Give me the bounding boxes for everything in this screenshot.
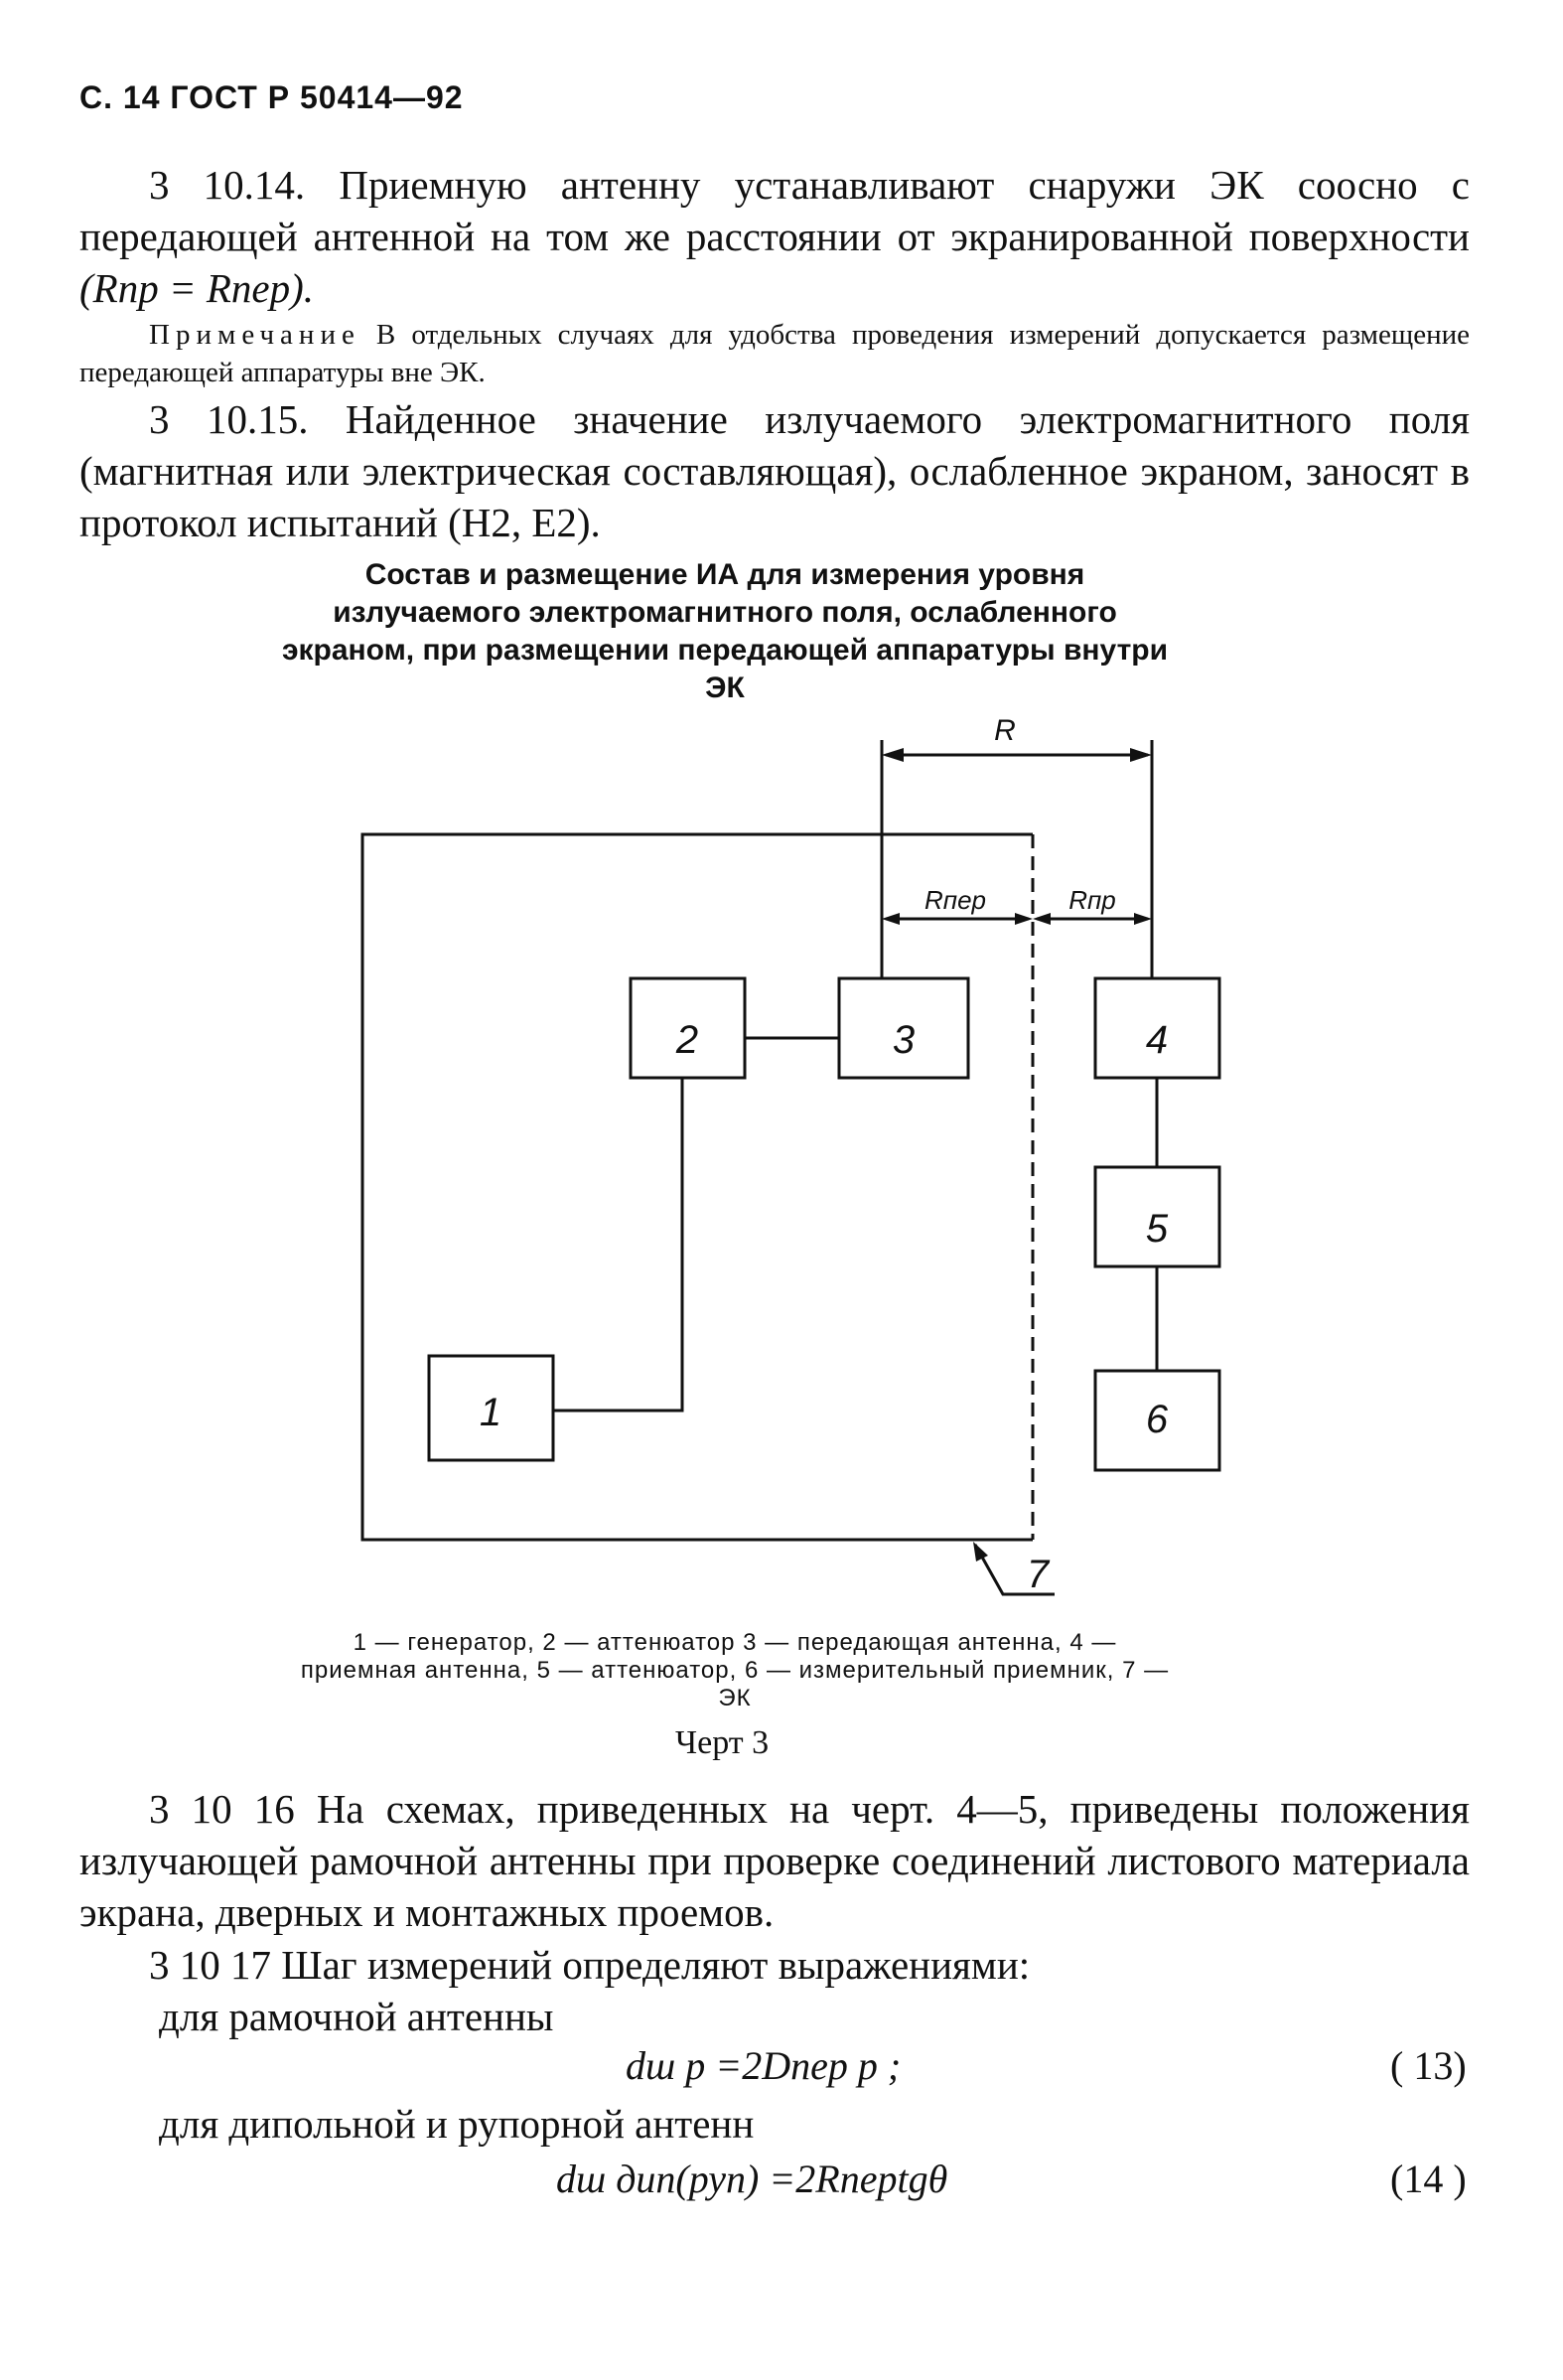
equation-rhs: =2Rперtgθ — [769, 2157, 948, 2201]
label-block-5: 5 — [1145, 1207, 1169, 1251]
enclosure-frame — [362, 834, 1033, 1540]
equation-number-13: ( 13) — [1390, 2043, 1467, 2088]
inline-formula: (Rпр = Rпер). — [79, 265, 315, 311]
arrowhead — [1130, 748, 1152, 762]
arrowhead — [973, 1542, 988, 1562]
paragraph-3-10-15: 3 10.15. Найденное значение излучаемого электромагнитного поля (магнитная или электрическая составляющая), ослабленное экраном, заносят в протокол испытаний (H2, E2). — [79, 396, 1470, 545]
text-frame-antenna: для рамочной антенны — [159, 1994, 554, 2039]
equation-13 — [626, 2042, 901, 2089]
arrowhead — [882, 748, 904, 762]
arrowhead — [1015, 913, 1033, 925]
label-block-1: 1 — [479, 1391, 502, 1434]
text-dipole-antenna: для дипольной и рупорной антенн — [159, 2101, 755, 2147]
label-R: R — [994, 714, 1016, 747]
page-header: С. 14 ГОСТ Р 50414—92 — [79, 79, 464, 115]
label-R-per: Rпер — [924, 885, 987, 915]
note-label: Примечание — [149, 319, 360, 351]
paragraph-3-10-17: 3 10 17 Шаг измерений определяют выражениями: — [149, 1942, 1031, 1988]
label-7: 7 — [1026, 1553, 1050, 1596]
label-R-pr: Rпр — [1068, 885, 1116, 915]
arrowhead — [1033, 913, 1051, 925]
label-block-4: 4 — [1145, 1018, 1169, 1062]
figure-legend: 1 — генератор, 2 — аттенюатор 3 — передающая антенна, 4 — приемная антенна, 5 — аттенюатор, 6 — измерительный приемник, 7 — ЭК — [300, 1629, 1170, 1711]
equation-rhs: =2Dпер р ; — [715, 2043, 902, 2088]
label-block-6: 6 — [1145, 1398, 1169, 1441]
equation-lhs: dш дип(руп) — [556, 2157, 760, 2201]
link-1-2 — [553, 1078, 682, 1411]
arrowhead — [882, 913, 900, 925]
equation-14 — [556, 2156, 947, 2202]
arrowhead — [1134, 913, 1152, 925]
label-block-2: 2 — [675, 1018, 699, 1062]
label-block-3: 3 — [892, 1018, 916, 1062]
note-text: В отдельных случаях для удобства проведения измерений допускается размещение передающей аппаратуры вне ЭК. — [79, 319, 1470, 388]
paragraph-3-10-16: 3 10 16 На схемах, приведенных на черт. 4—5, приведены положения излучающей рамочной антенны при проверке соединений листового материала экрана, дверных и монтажных проемов. — [79, 1786, 1470, 1935]
equation-number-14: (14 ) — [1390, 2157, 1467, 2201]
figure-caption: Черт 3 — [675, 1724, 770, 1761]
equation-lhs: dш р — [626, 2043, 706, 2088]
figure-title: Состав и размещение ИА для измерения уровня излучаемого электромагнитного поля, ослабленного экраном, при размещении передающей аппаратуры внутри ЭК — [281, 558, 1169, 704]
paragraph-text: 3 10.14. Приемную антенну устанавливают снаружи ЭК соосно с передающей антенной на том же расстоянии от экранированной поверхности — [79, 162, 1470, 259]
